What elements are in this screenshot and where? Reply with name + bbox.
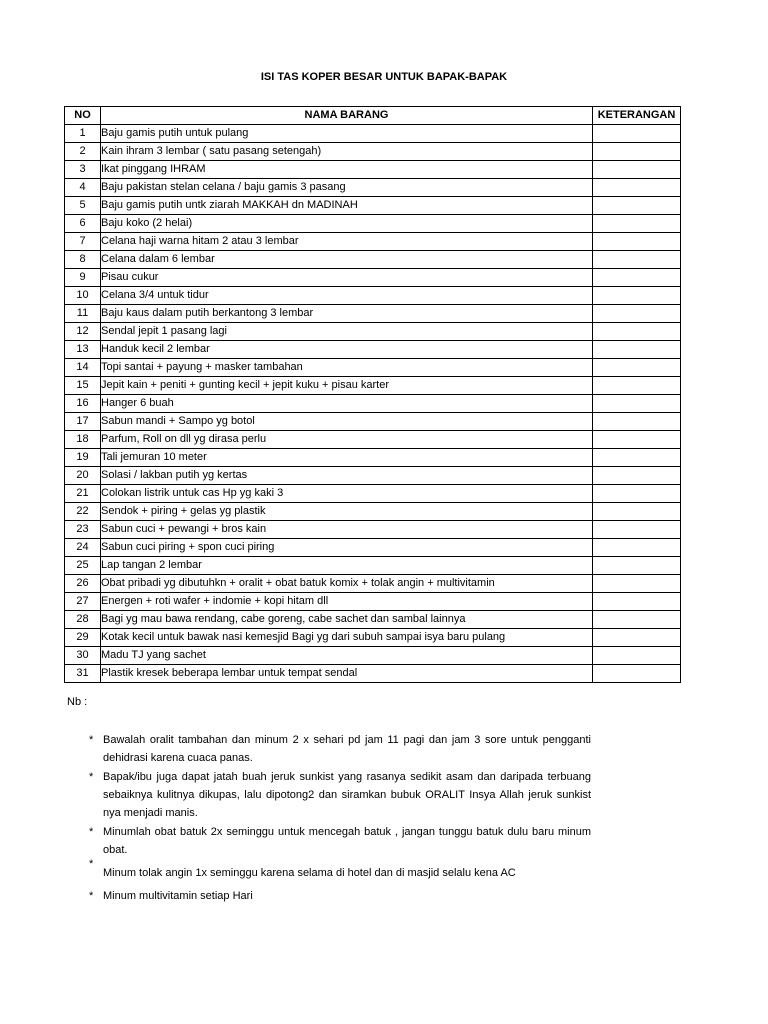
table-header-row — [65, 107, 681, 125]
item-name: Baju gamis putih untk ziarah MAKKAH dn MADINAH — [101, 197, 593, 215]
row-number: 23 — [65, 521, 101, 539]
item-name: Baju koko (2 helai) — [101, 215, 593, 233]
table-row — [65, 341, 681, 359]
row-number: 26 — [65, 575, 101, 593]
nb-label: Nb : — [67, 696, 88, 708]
item-keterangan — [593, 647, 681, 665]
item-name: Jepit kain + peniti + gunting kecil + jepit kuku + pisau karter — [101, 377, 593, 395]
note-bullet: * — [89, 890, 94, 902]
row-number: 21 — [65, 485, 101, 503]
table-row — [65, 521, 681, 539]
item-keterangan — [593, 593, 681, 611]
row-number: 3 — [65, 161, 101, 179]
header-keterangan: KETERANGAN — [593, 107, 681, 125]
row-number: 16 — [65, 395, 101, 413]
row-number: 18 — [65, 431, 101, 449]
item-keterangan — [593, 611, 681, 629]
table-row — [65, 125, 681, 143]
item-name: Baju gamis putih untuk pulang — [101, 125, 593, 143]
row-number: 4 — [65, 179, 101, 197]
note-item — [89, 768, 591, 822]
document-title: ISI TAS KOPER BESAR UNTUK BAPAK-BAPAK — [260, 71, 508, 83]
item-keterangan — [593, 161, 681, 179]
item-name: Parfum, Roll on dll yg dirasa perlu — [101, 431, 593, 449]
table-row — [65, 359, 681, 377]
table-row — [65, 647, 681, 665]
table-row — [65, 179, 681, 197]
table-row — [65, 251, 681, 269]
item-name: Tali jemuran 10 meter — [101, 449, 593, 467]
item-name: Handuk kecil 2 lembar — [101, 341, 593, 359]
item-keterangan — [593, 143, 681, 161]
table-row — [65, 161, 681, 179]
note-bullet: * — [89, 734, 94, 746]
row-number: 7 — [65, 233, 101, 251]
row-number: 12 — [65, 323, 101, 341]
note-text: Bapak/ibu juga dapat jatah buah jeruk sunkist yang rasanya sedikit asam dan daripada terbuang sebaiknya kulitnya dikupas, lalu dipotong2 dan siramkan bubuk ORALIT Insya Allah jeruk sunkist nya menjadi manis. — [103, 771, 591, 819]
table-row — [65, 557, 681, 575]
item-keterangan — [593, 503, 681, 521]
table-row — [65, 269, 681, 287]
row-number: 30 — [65, 647, 101, 665]
table-row — [65, 611, 681, 629]
item-keterangan — [593, 485, 681, 503]
table-row — [65, 485, 681, 503]
note-bullet: * — [89, 771, 94, 783]
item-keterangan — [593, 323, 681, 341]
item-keterangan — [593, 233, 681, 251]
item-keterangan — [593, 287, 681, 305]
item-keterangan — [593, 629, 681, 647]
row-number: 2 — [65, 143, 101, 161]
row-number: 11 — [65, 305, 101, 323]
row-number: 15 — [65, 377, 101, 395]
row-number: 10 — [65, 287, 101, 305]
table-row — [65, 215, 681, 233]
item-keterangan — [593, 359, 681, 377]
table-body — [65, 125, 681, 683]
item-name: Colokan listrik untuk cas Hp yg kaki 3 — [101, 485, 593, 503]
table-row — [65, 233, 681, 251]
row-number: 20 — [65, 467, 101, 485]
item-name: Sabun cuci + pewangi + bros kain — [101, 521, 593, 539]
row-number: 8 — [65, 251, 101, 269]
item-name: Plastik kresek beberapa lembar untuk tempat sendal — [101, 665, 593, 683]
note-bullet: * — [89, 826, 94, 838]
item-name: Kotak kecil untuk bawak nasi kemesjid Bagi yg dari subuh sampai isya baru pulang — [101, 629, 593, 647]
item-keterangan — [593, 395, 681, 413]
row-number: 28 — [65, 611, 101, 629]
item-name: Celana 3/4 untuk tidur — [101, 287, 593, 305]
item-name: Ikat pinggang IHRAM — [101, 161, 593, 179]
row-number: 22 — [65, 503, 101, 521]
item-name: Pisau cukur — [101, 269, 593, 287]
row-number: 31 — [65, 665, 101, 683]
note-bullet: * — [89, 858, 94, 870]
item-keterangan — [593, 305, 681, 323]
item-keterangan — [593, 665, 681, 683]
table-row — [65, 143, 681, 161]
row-number: 6 — [65, 215, 101, 233]
row-number: 29 — [65, 629, 101, 647]
header-no: NO — [65, 107, 101, 125]
item-name: Sabun cuci piring + spon cuci piring — [101, 539, 593, 557]
item-keterangan — [593, 197, 681, 215]
item-name: Celana dalam 6 lembar — [101, 251, 593, 269]
item-name: Madu TJ yang sachet — [101, 647, 593, 665]
item-keterangan — [593, 341, 681, 359]
item-name: Obat pribadi yg dibutuhkn + oralit + obat batuk komix + tolak angin + multivitamin — [101, 575, 593, 593]
item-name: Energen + roti wafer + indomie + kopi hitam dll — [101, 593, 593, 611]
item-name: Sabun mandi + Sampo yg botol — [101, 413, 593, 431]
item-keterangan — [593, 557, 681, 575]
item-name: Sendal jepit 1 pasang lagi — [101, 323, 593, 341]
table-row — [65, 467, 681, 485]
row-number: 17 — [65, 413, 101, 431]
table-row — [65, 431, 681, 449]
item-name: Topi santai + payung + masker tambahan — [101, 359, 593, 377]
header-nama-barang: NAMA BARANG — [101, 107, 593, 125]
row-number: 13 — [65, 341, 101, 359]
row-number: 27 — [65, 593, 101, 611]
table-row — [65, 197, 681, 215]
item-keterangan — [593, 251, 681, 269]
table-row — [65, 323, 681, 341]
item-keterangan — [593, 467, 681, 485]
row-number: 25 — [65, 557, 101, 575]
table-row — [65, 449, 681, 467]
row-number: 24 — [65, 539, 101, 557]
table-row — [65, 305, 681, 323]
table-row — [65, 503, 681, 521]
table-row — [65, 377, 681, 395]
row-number: 5 — [65, 197, 101, 215]
note-text: Bawalah oralit tambahan dan minum 2 x sehari pd jam 11 pagi dan jam 3 sore untuk pengganti dehidrasi karena cuaca panas. — [103, 734, 591, 764]
notes-list — [89, 731, 591, 906]
table-row — [65, 395, 681, 413]
table-row — [65, 413, 681, 431]
table-row — [65, 629, 681, 647]
item-keterangan — [593, 413, 681, 431]
item-keterangan — [593, 539, 681, 557]
table-row — [65, 665, 681, 683]
note-item — [89, 823, 591, 859]
item-keterangan — [593, 215, 681, 233]
item-keterangan — [593, 521, 681, 539]
row-number: 1 — [65, 125, 101, 143]
item-name: Sendok + piring + gelas yg plastik — [101, 503, 593, 521]
item-name: Solasi / lakban putih yg kertas — [101, 467, 593, 485]
item-keterangan — [593, 575, 681, 593]
item-keterangan — [593, 125, 681, 143]
item-name: Kain ihram 3 lembar ( satu pasang setengah) — [101, 143, 593, 161]
row-number: 19 — [65, 449, 101, 467]
item-keterangan — [593, 269, 681, 287]
table-row — [65, 593, 681, 611]
item-name: Bagi yg mau bawa rendang, cabe goreng, cabe sachet dan sambal lainnya — [101, 611, 593, 629]
table-row — [65, 287, 681, 305]
item-name: Hanger 6 buah — [101, 395, 593, 413]
item-keterangan — [593, 179, 681, 197]
item-keterangan — [593, 377, 681, 395]
row-number: 14 — [65, 359, 101, 377]
packing-list-table — [64, 106, 681, 683]
note-text: Minumlah obat batuk 2x seminggu untuk mencegah batuk , jangan tunggu batuk dulu baru minum obat. — [103, 826, 591, 856]
note-item — [89, 887, 591, 905]
table-row — [65, 575, 681, 593]
item-name: Baju kaus dalam putih berkantong 3 lembar — [101, 305, 593, 323]
item-name: Baju pakistan stelan celana / baju gamis 3 pasang — [101, 179, 593, 197]
note-item — [89, 731, 591, 767]
note-text: Minum tolak angin 1x seminggu karena selama di hotel dan di masjid selalu kena AC — [103, 867, 516, 879]
note-text: Minum multivitamin setiap Hari — [103, 890, 253, 902]
row-number: 9 — [65, 269, 101, 287]
item-keterangan — [593, 449, 681, 467]
item-name: Celana haji warna hitam 2 atau 3 lembar — [101, 233, 593, 251]
table-row — [65, 539, 681, 557]
item-name: Lap tangan 2 lembar — [101, 557, 593, 575]
note-item — [89, 858, 591, 882]
item-keterangan — [593, 431, 681, 449]
